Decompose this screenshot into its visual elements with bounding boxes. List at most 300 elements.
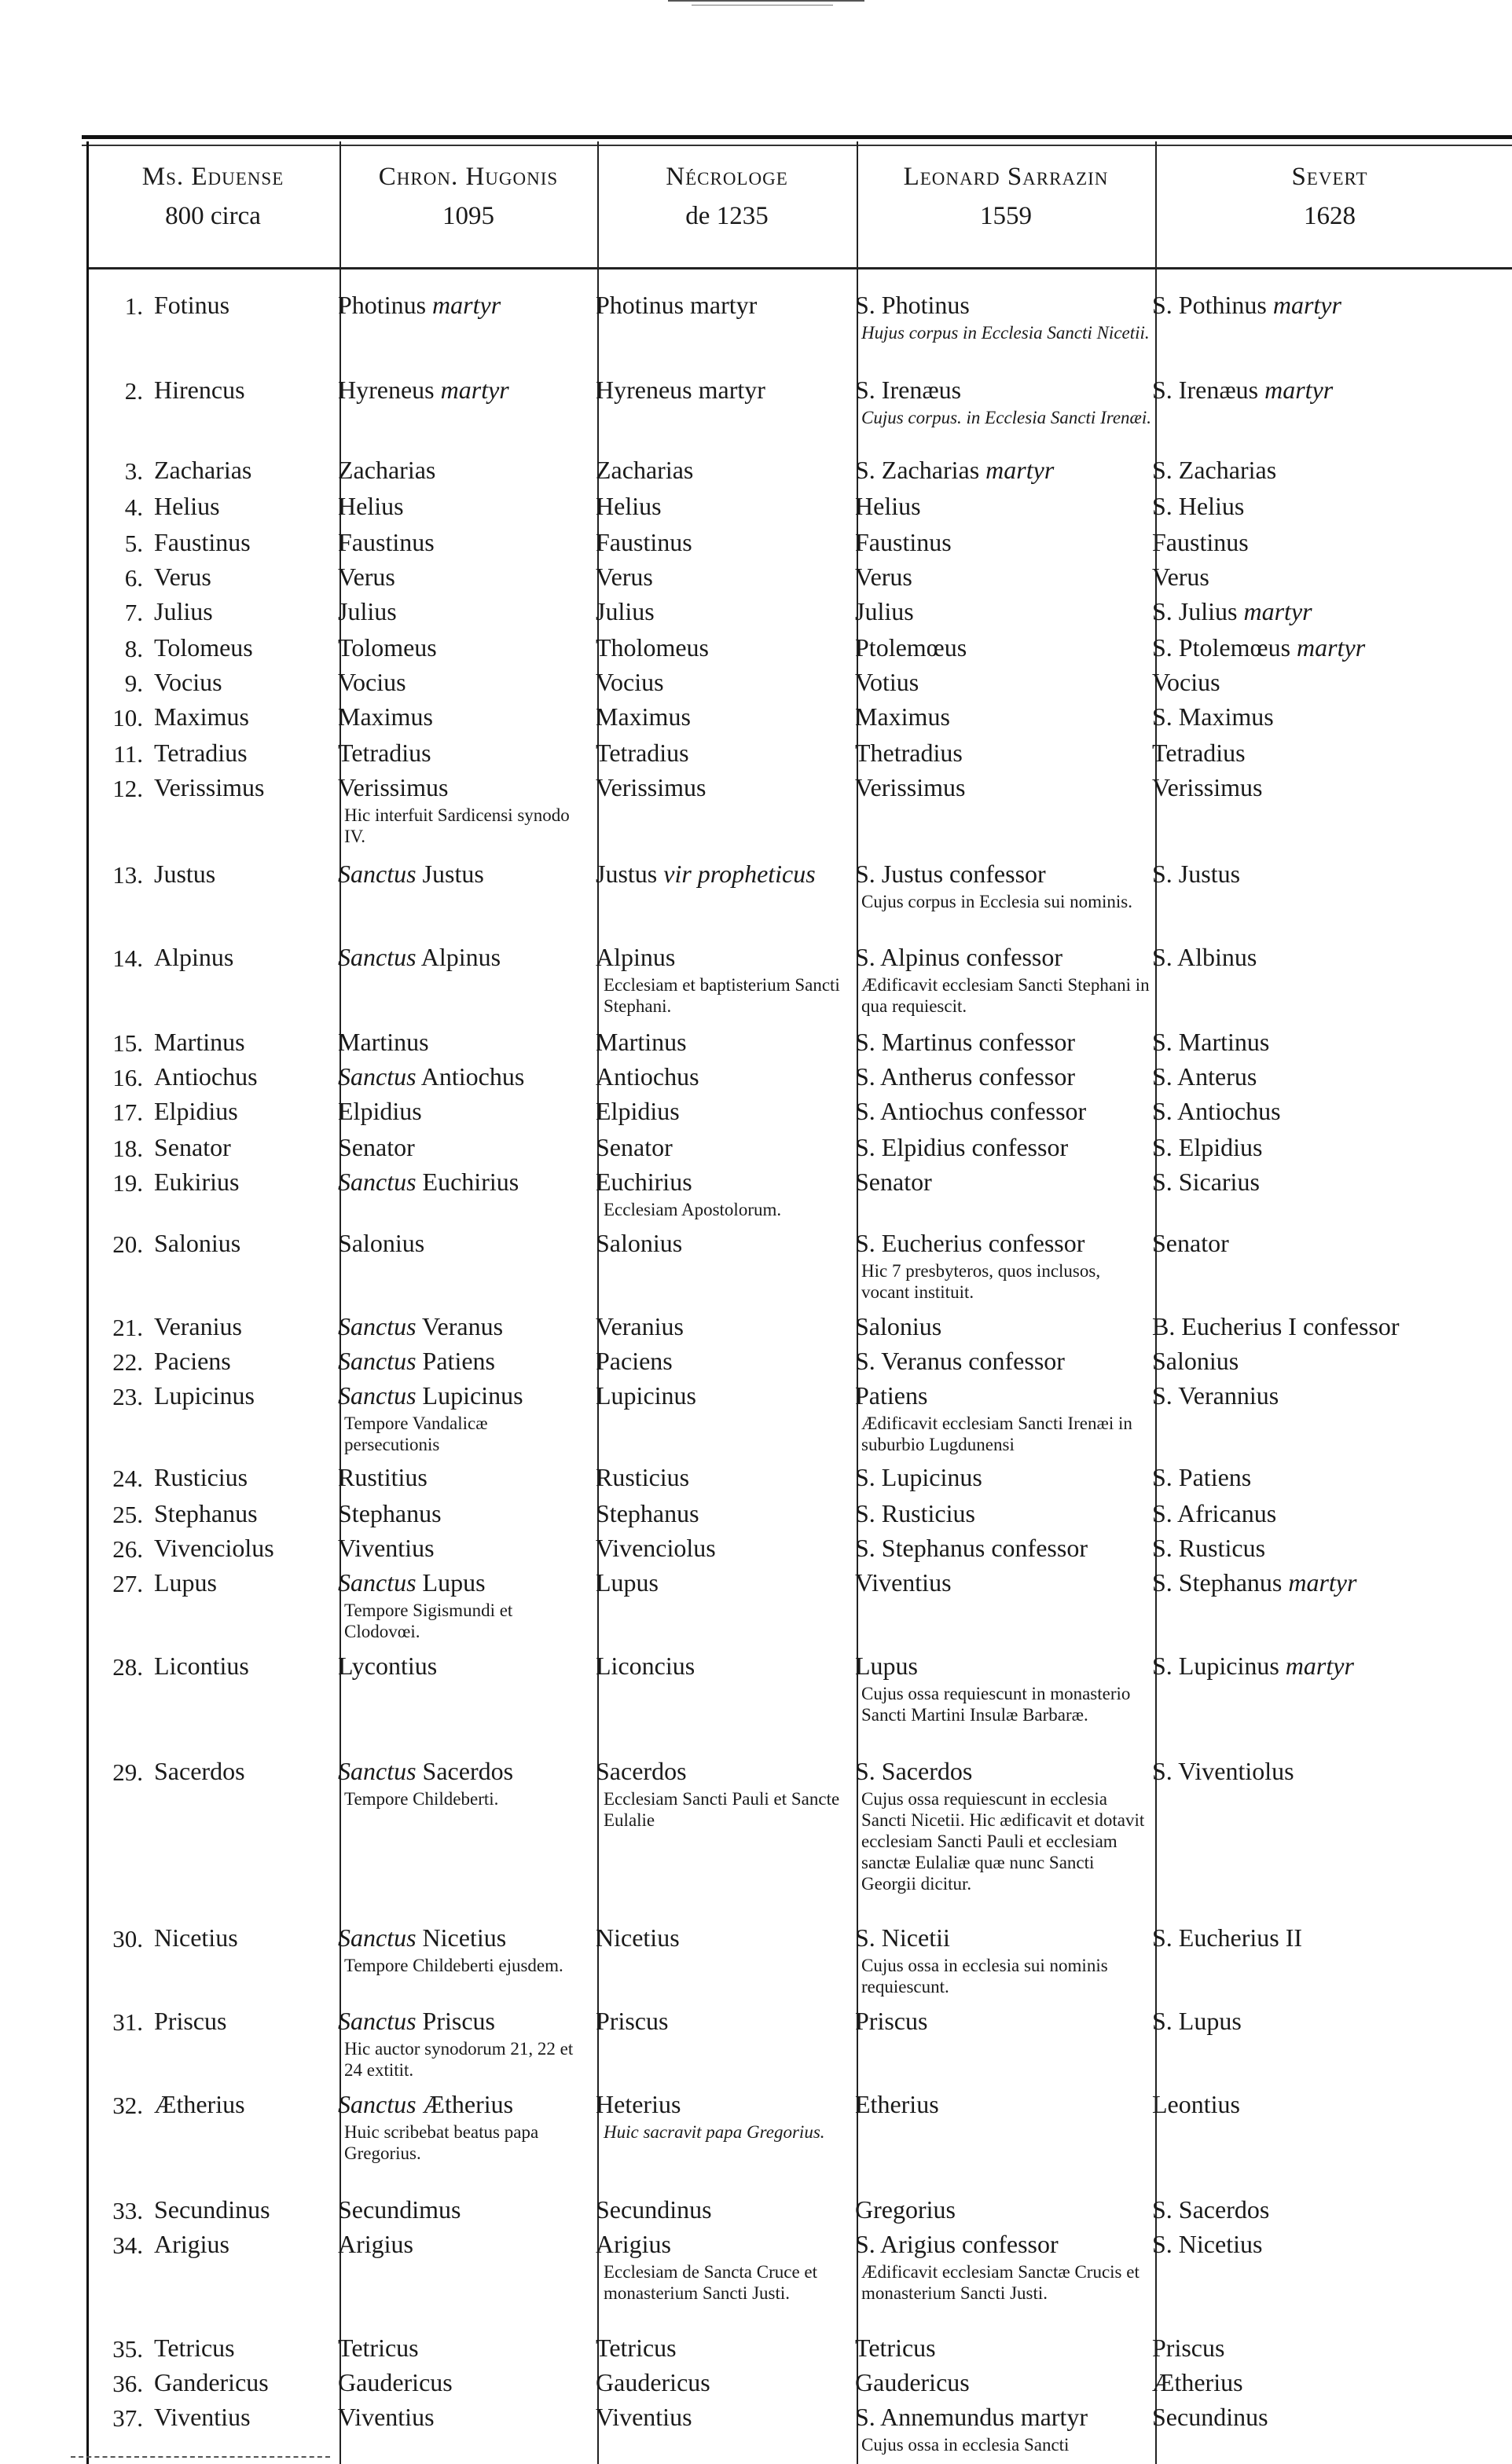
row-number: 20.: [112, 1230, 143, 1258]
necrologe-name-cell: [596, 1347, 673, 1375]
hugonis-name: Verus: [338, 563, 395, 591]
severt-name-cell: [1152, 702, 1274, 731]
hugonis-name: Senator: [338, 1133, 415, 1161]
hugonis-name-cell: [338, 1923, 506, 1952]
hugonis-name-cell: [338, 1381, 523, 1410]
header-name: Nécrologe: [666, 163, 788, 191]
row-number: 29.: [112, 1758, 143, 1786]
sarrazin-name: S. Nicetii: [855, 1923, 950, 1952]
necrologe-name: Veranius: [596, 1312, 684, 1340]
hugonis-name-cell: [338, 773, 448, 801]
hugonis-name: Helius: [338, 492, 404, 520]
severt-name: S. Stephanus: [1152, 1568, 1283, 1597]
necrologe-name-cell: [596, 2230, 671, 2258]
hugonis-name: Nicetius: [416, 1923, 507, 1952]
hugonis-name: Tetradius: [338, 739, 431, 767]
necrologe-name-cell: [596, 1168, 692, 1196]
necrologe-name: Tetradius: [596, 739, 689, 767]
eduense-name: Secundinus: [154, 2195, 270, 2224]
eduense-name-cell: [154, 1463, 248, 1491]
sarrazin-name: S. Sacerdos: [855, 1757, 973, 1785]
table-top-rule-thin: [82, 145, 1512, 146]
necrologe-name-cell: [596, 1133, 673, 1161]
hugonis-name-cell: [338, 2334, 419, 2362]
severt-name: S. Zacharias: [1152, 456, 1277, 484]
row-number: 16.: [112, 1064, 143, 1091]
severt-name: Tetradius: [1152, 739, 1246, 767]
necrologe-name: Tetricus: [596, 2334, 677, 2362]
eduense-name-cell: [154, 739, 248, 767]
severt-name-cell: [1152, 563, 1209, 591]
severt-name-cell: [1152, 2195, 1269, 2224]
eduense-name-cell: [154, 2368, 269, 2396]
sarrazin-name: Viventius: [855, 1568, 952, 1597]
necrologe-name: Paciens: [596, 1347, 673, 1375]
hugonis-name-cell: [338, 1534, 435, 1562]
row-number: 28.: [112, 1653, 143, 1681]
necrologe-name: Antiochus: [596, 1062, 699, 1091]
sarrazin-name-cell: [855, 1229, 1084, 1257]
eduense-name: Martinus: [154, 1028, 245, 1056]
necrologe-name-cell: [596, 1923, 680, 1952]
severt-name: S. Martinus: [1152, 1028, 1270, 1056]
hugonis-name-cell: [338, 1168, 519, 1196]
sarrazin-note: Cujus corpus. in Ecclesia Sancti Irenæi.: [861, 408, 1152, 427]
eduense-name-cell: [154, 2334, 235, 2362]
hugonis-name: Veranus: [416, 1312, 504, 1340]
eduense-name: Tetradius: [154, 739, 248, 767]
sarrazin-name-cell: [855, 2334, 936, 2362]
sarrazin-name: Maximus: [855, 702, 950, 731]
eduense-name-cell: [154, 702, 249, 731]
hugonis-name: Patiens: [416, 1347, 495, 1375]
sarrazin-name-cell: [855, 563, 912, 591]
severt-name-cell: [1152, 1028, 1269, 1056]
severt-name: S. Pothinus: [1152, 291, 1267, 319]
necrologe-note: Ecclesiam de Sancta Cruce et monasterium Sancti Justi.: [604, 2262, 818, 2303]
necrologe-note: Huic sacravit papa Gregorius.: [604, 2122, 825, 2142]
eduense-name-cell: [154, 1757, 245, 1785]
row-number: 35.: [112, 2335, 143, 2363]
necrologe-name-cell: [596, 1062, 699, 1091]
title-suffix: martyr: [434, 376, 509, 404]
severt-name-cell: [1152, 2090, 1240, 2118]
hugonis-name-cell: [338, 1097, 422, 1125]
sarrazin-name-cell: [855, 633, 967, 662]
eduense-name-cell: [154, 1133, 231, 1161]
sarrazin-name: S. Rusticius: [855, 1499, 975, 1527]
sarrazin-name-cell: [855, 1381, 927, 1410]
severt-name: S. Nicetius: [1152, 2230, 1263, 2258]
eduense-name-cell: [154, 773, 264, 801]
severt-name-cell: [1152, 1168, 1260, 1196]
row-number: 37.: [112, 2404, 143, 2432]
eduense-name: Rusticius: [154, 1463, 248, 1491]
hugonis-name: Euchirius: [416, 1168, 519, 1196]
eduense-name-cell: [154, 1534, 274, 1562]
necrologe-name-cell: [596, 291, 757, 319]
row-number: 34.: [112, 2231, 143, 2259]
eduense-name: Sacerdos: [154, 1757, 245, 1785]
hugonis-name-cell: [338, 2090, 513, 2118]
row-number: 32.: [112, 2092, 143, 2119]
necrologe-name-cell: [596, 1229, 682, 1257]
sarrazin-name-cell: [855, 1652, 918, 1680]
title-suffix: martyr: [979, 456, 1055, 484]
sarrazin-name-cell: [855, 773, 965, 801]
sarrazin-note: Cujus ossa in ecclesia Sancti: [861, 2435, 1070, 2455]
severt-name: S. Rusticus: [1152, 1534, 1266, 1562]
header-col-5: [1157, 157, 1503, 236]
necrologe-name: Heterius: [596, 2090, 681, 2118]
sarrazin-name: Gaudericus: [855, 2368, 970, 2396]
necrologe-name-cell: [596, 376, 765, 404]
necrologe-name: Rusticius: [596, 1463, 690, 1491]
hugonis-name-cell: [338, 1229, 424, 1257]
row-number: 1.: [124, 292, 143, 320]
title-suffix: martyr: [1258, 376, 1334, 404]
severt-name: S. Sacerdos: [1152, 2195, 1270, 2224]
hugonis-name: Sacerdos: [416, 1757, 514, 1785]
sarrazin-note: Cujus ossa in ecclesia sui nominis requiescunt.: [861, 1956, 1108, 1996]
severt-name-cell: [1152, 739, 1246, 767]
eduense-name-cell: [154, 376, 245, 404]
severt-name: Senator: [1152, 1229, 1229, 1257]
sarrazin-name: Verus: [855, 563, 912, 591]
hugonis-name: Faustinus: [338, 528, 435, 556]
eduense-name-cell: [154, 2007, 226, 2035]
header-col-3: [599, 157, 855, 236]
row-number: 21.: [112, 1314, 143, 1341]
severt-name: S. Lupicinus: [1152, 1652, 1279, 1680]
sarrazin-name: Lupus: [855, 1652, 918, 1680]
eduense-name-cell: [154, 456, 251, 484]
sarrazin-name: Helius: [855, 492, 921, 520]
severt-name-cell: [1152, 291, 1341, 319]
severt-name: S. Helius: [1152, 492, 1245, 520]
column-divider: [86, 141, 89, 2464]
severt-name-cell: [1152, 1062, 1257, 1091]
severt-name: S. Africanus: [1152, 1499, 1277, 1527]
sarrazin-name: Salonius: [855, 1312, 942, 1340]
title-suffix: martyr: [1290, 633, 1366, 662]
row-number: 6.: [124, 564, 143, 592]
title-suffix: vir propheticus: [657, 860, 816, 888]
eduense-name: Licontius: [154, 1652, 249, 1680]
hugonis-name-cell: [338, 633, 437, 662]
row-number: 30.: [112, 1925, 143, 1952]
severt-name-cell: [1152, 376, 1333, 404]
prefix-sanctus: Sanctus: [338, 1062, 417, 1091]
header-name: Leonard Sarrazin: [903, 163, 1109, 191]
hugonis-name: Viventius: [338, 1534, 435, 1562]
hugonis-name: Photinus: [338, 291, 427, 319]
hugonis-name: Gaudericus: [338, 2368, 453, 2396]
necrologe-note: Ecclesiam et baptisterium Sancti Stephani.: [604, 975, 840, 1016]
necrologe-name: Maximus: [596, 702, 691, 731]
eduense-name: Elpidius: [154, 1097, 238, 1125]
prefix-sanctus: Sanctus: [338, 1381, 417, 1410]
hugonis-name: Salonius: [338, 1229, 425, 1257]
necrologe-name: Verissimus: [596, 773, 706, 801]
necrologe-name: Hyreneus martyr: [596, 376, 765, 404]
severt-name: Leontius: [1152, 2090, 1240, 2118]
sarrazin-name-cell: [855, 1757, 972, 1785]
sarrazin-name-cell: [855, 2090, 939, 2118]
necrologe-name-cell: [596, 739, 689, 767]
sarrazin-name-cell: [855, 376, 961, 404]
sarrazin-name-cell: [855, 1312, 941, 1340]
severt-name: S. Viventiolus: [1152, 1757, 1294, 1785]
hugonis-name-cell: [338, 1028, 429, 1056]
hugonis-name-cell: [338, 1133, 415, 1161]
eduense-name-cell: [154, 1347, 231, 1375]
sarrazin-note: Ædificavit ecclesiam Sancti Irenæi in suburbio Lugdunensi: [861, 1414, 1132, 1454]
hugonis-name-cell: [338, 2368, 453, 2396]
severt-name: S. Anterus: [1152, 1062, 1257, 1091]
hugonis-note: Tempore Childeberti.: [344, 1789, 499, 1809]
severt-name-cell: [1152, 1347, 1239, 1375]
sarrazin-name-cell: [855, 943, 1062, 971]
eduense-name: Tetricus: [154, 2334, 235, 2362]
sarrazin-name-cell: [855, 291, 970, 319]
header-date: 800 circa: [165, 202, 261, 230]
eduense-name: Ætherius: [154, 2090, 245, 2118]
header-col-1: [88, 157, 338, 236]
hugonis-name-cell: [338, 1062, 524, 1091]
hugonis-name-cell: [338, 291, 501, 319]
eduense-name-cell: [154, 1229, 240, 1257]
sarrazin-name-cell: [855, 492, 921, 520]
hugonis-name: Secundimus: [338, 2195, 461, 2224]
hugonis-note: Tempore Sigismundi et Clodovœi.: [344, 1600, 513, 1641]
row-number: 5.: [124, 530, 143, 557]
sarrazin-name: Thetradius: [855, 739, 963, 767]
sarrazin-name: Senator: [855, 1168, 932, 1196]
eduense-name: Maximus: [154, 702, 249, 731]
severt-name-cell: [1152, 1923, 1302, 1952]
prefix-sanctus: Sanctus: [338, 1923, 417, 1952]
hugonis-name: Alpinus: [416, 943, 501, 971]
sarrazin-name: S. Lupicinus: [855, 1463, 982, 1491]
severt-name-cell: [1152, 2368, 1243, 2396]
sarrazin-name: S. Justus confessor: [855, 860, 1046, 888]
sarrazin-name-cell: [855, 1168, 932, 1196]
necrologe-name: Lupus: [596, 1568, 659, 1597]
prefix-sanctus: Sanctus: [338, 1757, 417, 1785]
severt-name-cell: [1152, 1229, 1229, 1257]
eduense-name: Salonius: [154, 1229, 241, 1257]
prefix-sanctus: Sanctus: [338, 2090, 417, 2118]
hugonis-name-cell: [338, 1312, 503, 1340]
eduense-name: Julius: [154, 597, 213, 625]
hugonis-name-cell: [338, 943, 501, 971]
hugonis-name-cell: [338, 2230, 413, 2258]
hugonis-name: Tetricus: [338, 2334, 419, 2362]
top-rule: [668, 0, 864, 2]
sarrazin-note: Cujus ossa requiescunt in ecclesia Sancti Nicetii. Hic ædificavit et dotavit ecclesiam Sancti Pauli et ecclesiam sanctæ Eulaliæ quæ nunc Sancti Georgii dicitur.: [861, 1789, 1145, 1894]
necrologe-name-cell: [596, 2403, 692, 2431]
sarrazin-note: Hic 7 presbyteros, quos inclusos, vocant instituit.: [861, 1261, 1101, 1302]
severt-name-cell: [1152, 2230, 1262, 2258]
sarrazin-name-cell: [855, 2403, 1088, 2431]
sarrazin-name: Faustinus: [855, 528, 952, 556]
hugonis-name: Lycontius: [338, 1652, 438, 1680]
title-suffix: martyr: [1237, 597, 1312, 625]
necrologe-name-cell: [596, 2368, 710, 2396]
eduense-name: Nicetius: [154, 1923, 238, 1952]
hugonis-name: Vocius: [338, 668, 406, 696]
hugonis-name-cell: [338, 528, 435, 556]
row-number: 13.: [112, 861, 143, 889]
sarrazin-name-cell: [855, 860, 1046, 888]
prefix-sanctus: Sanctus: [338, 1168, 417, 1196]
eduense-name-cell: [154, 291, 229, 319]
row-number: 12.: [112, 775, 143, 802]
prefix-sanctus: Sanctus: [338, 1347, 417, 1375]
eduense-name: Gandericus: [154, 2368, 269, 2396]
hugonis-name: Hyreneus: [338, 376, 435, 404]
sarrazin-name: Priscus: [855, 2007, 928, 2035]
sarrazin-name-cell: [855, 2368, 970, 2396]
severt-name: S. Elpidius: [1152, 1133, 1263, 1161]
necrologe-name: Vocius: [596, 668, 664, 696]
necrologe-note: Ecclesiam Apostolorum.: [604, 1200, 782, 1219]
hugonis-name-cell: [338, 376, 509, 404]
necrologe-name-cell: [596, 1312, 684, 1340]
necrologe-name-cell: [596, 1534, 716, 1562]
eduense-name: Vocius: [154, 668, 222, 696]
bottom-dashed-rule: [71, 2456, 330, 2458]
eduense-name: Veranius: [154, 1312, 242, 1340]
sarrazin-name-cell: [855, 2007, 927, 2035]
sarrazin-name: Ptolemœus: [855, 633, 967, 662]
severt-name: S. Verannius: [1152, 1381, 1279, 1410]
hugonis-name-cell: [338, 2007, 495, 2035]
eduense-name: Verissimus: [154, 773, 265, 801]
eduense-name-cell: [154, 1097, 238, 1125]
eduense-name-cell: [154, 2403, 251, 2431]
necrologe-name-cell: [596, 2334, 677, 2362]
eduense-name: Stephanus: [154, 1499, 258, 1527]
eduense-name: Fotinus: [154, 291, 230, 319]
eduense-name-cell: [154, 528, 251, 556]
hugonis-name: Lupicinus: [416, 1381, 523, 1410]
severt-name: Salonius: [1152, 1347, 1239, 1375]
necrologe-name-cell: [596, 563, 653, 591]
hugonis-name-cell: [338, 563, 395, 591]
eduense-name: Hirencus: [154, 376, 245, 404]
necrologe-name: Gaudericus: [596, 2368, 710, 2396]
eduense-name-cell: [154, 1381, 255, 1410]
eduense-name-cell: [154, 2230, 229, 2258]
necrologe-name: Viventius: [596, 2403, 692, 2431]
necrologe-name-cell: [596, 1463, 689, 1491]
sarrazin-name-cell: [855, 1347, 1065, 1375]
hugonis-name: Priscus: [416, 2007, 495, 2035]
necrologe-name-cell: [596, 492, 662, 520]
necrologe-name: Verus: [596, 563, 653, 591]
necrologe-name-cell: [596, 1028, 687, 1056]
severt-name: S. Sicarius: [1152, 1168, 1260, 1196]
severt-name: S. Ptolemœus: [1152, 633, 1291, 662]
row-number: 25.: [112, 1501, 143, 1528]
eduense-name-cell: [154, 2195, 270, 2224]
sarrazin-name: S. Arigius confessor: [855, 2230, 1059, 2258]
necrologe-name: Martinus: [596, 1028, 687, 1056]
row-number: 14.: [112, 944, 143, 972]
necrologe-name-cell: [596, 1499, 699, 1527]
sarrazin-name-cell: [855, 2195, 956, 2224]
hugonis-name: Julius: [338, 597, 397, 625]
necrologe-name: Secundinus: [596, 2195, 712, 2224]
severt-name-cell: [1152, 528, 1249, 556]
eduense-name-cell: [154, 1568, 217, 1597]
row-number: 19.: [112, 1169, 143, 1197]
row-number: 17.: [112, 1098, 143, 1126]
sarrazin-name: Etherius: [855, 2090, 939, 2118]
necrologe-name: Salonius: [596, 1229, 683, 1257]
severt-name: Vocius: [1152, 668, 1220, 696]
hugonis-name: Martinus: [338, 1028, 429, 1056]
necrologe-name: Alpinus: [596, 943, 676, 971]
hugonis-name-cell: [338, 702, 433, 731]
severt-name-cell: [1152, 2334, 1224, 2362]
header-name: Ms. Eduense: [141, 163, 284, 191]
row-number: 27.: [112, 1570, 143, 1597]
sarrazin-name-cell: [855, 597, 914, 625]
hugonis-name: Stephanus: [338, 1499, 442, 1527]
necrologe-name-cell: [596, 1652, 695, 1680]
row-number: 4.: [124, 493, 143, 521]
hugonis-name: Ætherius: [416, 2090, 514, 2118]
eduense-name-cell: [154, 1168, 239, 1196]
severt-name: Ætherius: [1152, 2368, 1243, 2396]
severt-name-cell: [1152, 492, 1244, 520]
sarrazin-name: S. Elpidius confessor: [855, 1133, 1069, 1161]
severt-name-cell: [1152, 1652, 1354, 1680]
row-number: 24.: [112, 1465, 143, 1492]
eduense-name: Faustinus: [154, 528, 251, 556]
eduense-name: Paciens: [154, 1347, 231, 1375]
severt-name: Secundinus: [1152, 2403, 1268, 2431]
prefix-sanctus: Sanctus: [338, 1312, 417, 1340]
severt-name: S. Maximus: [1152, 702, 1274, 731]
sarrazin-name: Votius: [855, 668, 919, 696]
prefix-sanctus: Sanctus: [338, 943, 417, 971]
necrologe-name: Sacerdos: [596, 1757, 687, 1785]
hugonis-note: Hic auctor synodorum 21, 22 et 24 extitit.: [344, 2039, 574, 2080]
eduense-name: Antiochus: [154, 1062, 258, 1091]
row-number: 22.: [112, 1348, 143, 1376]
severt-name-cell: [1152, 633, 1365, 662]
sarrazin-name-cell: [855, 528, 952, 556]
row-number: 18.: [112, 1135, 143, 1162]
necrologe-name-cell: [596, 702, 691, 731]
necrologe-name-cell: [596, 2007, 668, 2035]
sarrazin-name-cell: [855, 1499, 975, 1527]
necrologe-name: Vivenciolus: [596, 1534, 716, 1562]
severt-name: B. Eucherius I confessor: [1152, 1312, 1400, 1340]
hugonis-name-cell: [338, 739, 431, 767]
necrologe-name: Faustinus: [596, 528, 692, 556]
sarrazin-name: S. Annemundus martyr: [855, 2403, 1088, 2431]
severt-name: S. Antiochus: [1152, 1097, 1281, 1125]
sarrazin-name: S. Antiochus confessor: [855, 1097, 1087, 1125]
title-suffix: martyr: [426, 291, 501, 319]
header-col-2: [341, 157, 596, 236]
eduense-name-cell: [154, 1652, 249, 1680]
